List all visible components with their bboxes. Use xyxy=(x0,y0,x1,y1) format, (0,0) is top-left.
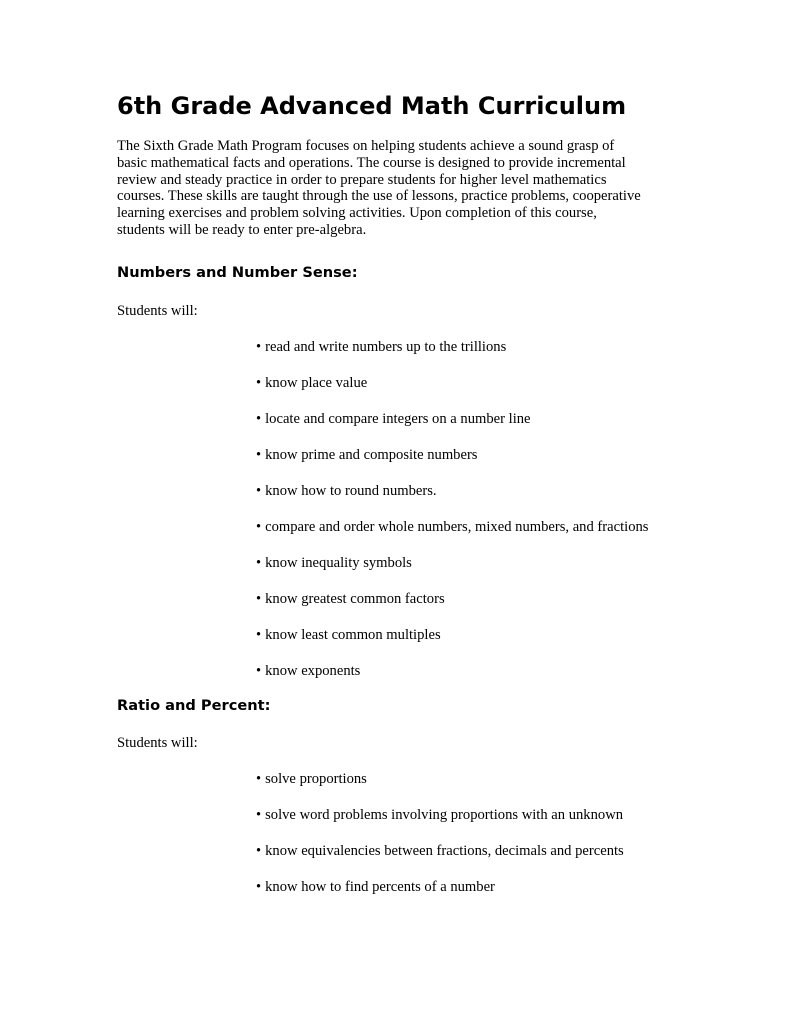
list-item-text: read and write numbers up to the trillions xyxy=(265,339,507,355)
list-item-text: locate and compare integers on a number line xyxy=(265,411,531,427)
list-item xyxy=(256,806,624,842)
intro-line: review and steady practice in order to prepare students for higher level mathematics xyxy=(117,171,607,188)
list-item xyxy=(256,446,648,482)
section-heading-numbers: Numbers and Number Sense: xyxy=(117,264,358,281)
section-lead-ratio: Students will: xyxy=(117,735,198,751)
intro-line: basic mathematical facts and operations. The course is designed to provide incremental xyxy=(117,154,626,171)
bullet-list-numbers xyxy=(256,338,648,698)
bullet-icon: • xyxy=(256,447,262,463)
bullet-icon: • xyxy=(256,591,262,607)
list-item xyxy=(256,482,648,518)
list-item-text: know exponents xyxy=(265,663,361,679)
list-item xyxy=(256,554,648,590)
bullet-icon: • xyxy=(256,879,262,895)
list-item xyxy=(256,338,648,374)
intro-line: The Sixth Grade Math Program focuses on helping students achieve a sound grasp of xyxy=(117,138,615,154)
bullet-icon: • xyxy=(256,843,262,859)
list-item-text: know how to round numbers. xyxy=(265,483,437,499)
list-item xyxy=(256,374,648,410)
intro-line: students will be ready to enter pre-algebra. xyxy=(117,221,367,238)
bullet-icon: • xyxy=(256,519,262,535)
intro-line: learning exercises and problem solving activities. Upon completion of this course, xyxy=(117,205,597,222)
page-title: 6th Grade Advanced Math Curriculum xyxy=(117,92,627,120)
list-item xyxy=(256,518,648,554)
list-item-text: know inequality symbols xyxy=(265,555,412,571)
list-item xyxy=(256,662,648,698)
section-lead-numbers: Students will: xyxy=(117,303,198,319)
bullet-list-ratio xyxy=(256,770,624,914)
section-heading-ratio: Ratio and Percent: xyxy=(117,697,271,714)
list-item-text: compare and order whole numbers, mixed numbers, and fractions xyxy=(265,519,649,535)
list-item xyxy=(256,590,648,626)
list-item-text: know least common multiples xyxy=(265,627,441,643)
list-item-text: know place value xyxy=(265,375,368,391)
intro-paragraph xyxy=(117,138,687,239)
bullet-icon: • xyxy=(256,771,262,787)
bullet-icon: • xyxy=(256,375,262,391)
bullet-icon: • xyxy=(256,483,262,499)
list-item-text: know prime and composite numbers xyxy=(265,447,478,463)
list-item-text: solve word problems involving proportions with an unknown xyxy=(265,807,624,823)
intro-line: courses. These skills are taught through the use of lessons, practice problems, cooperative xyxy=(117,188,641,205)
bullet-icon: • xyxy=(256,411,262,427)
bullet-icon: • xyxy=(256,555,262,571)
bullet-icon: • xyxy=(256,663,262,679)
bullet-icon: • xyxy=(256,627,262,643)
list-item xyxy=(256,842,624,878)
list-item-text: solve proportions xyxy=(265,771,367,787)
list-item xyxy=(256,410,648,446)
list-item xyxy=(256,770,624,806)
list-item-text: know how to find percents of a number xyxy=(265,879,495,895)
list-item xyxy=(256,878,624,914)
bullet-icon: • xyxy=(256,339,262,355)
list-item-text: know greatest common factors xyxy=(265,591,445,607)
list-item xyxy=(256,626,648,662)
list-item-text: know equivalencies between fractions, decimals and percents xyxy=(265,843,624,859)
bullet-icon: • xyxy=(256,807,262,823)
